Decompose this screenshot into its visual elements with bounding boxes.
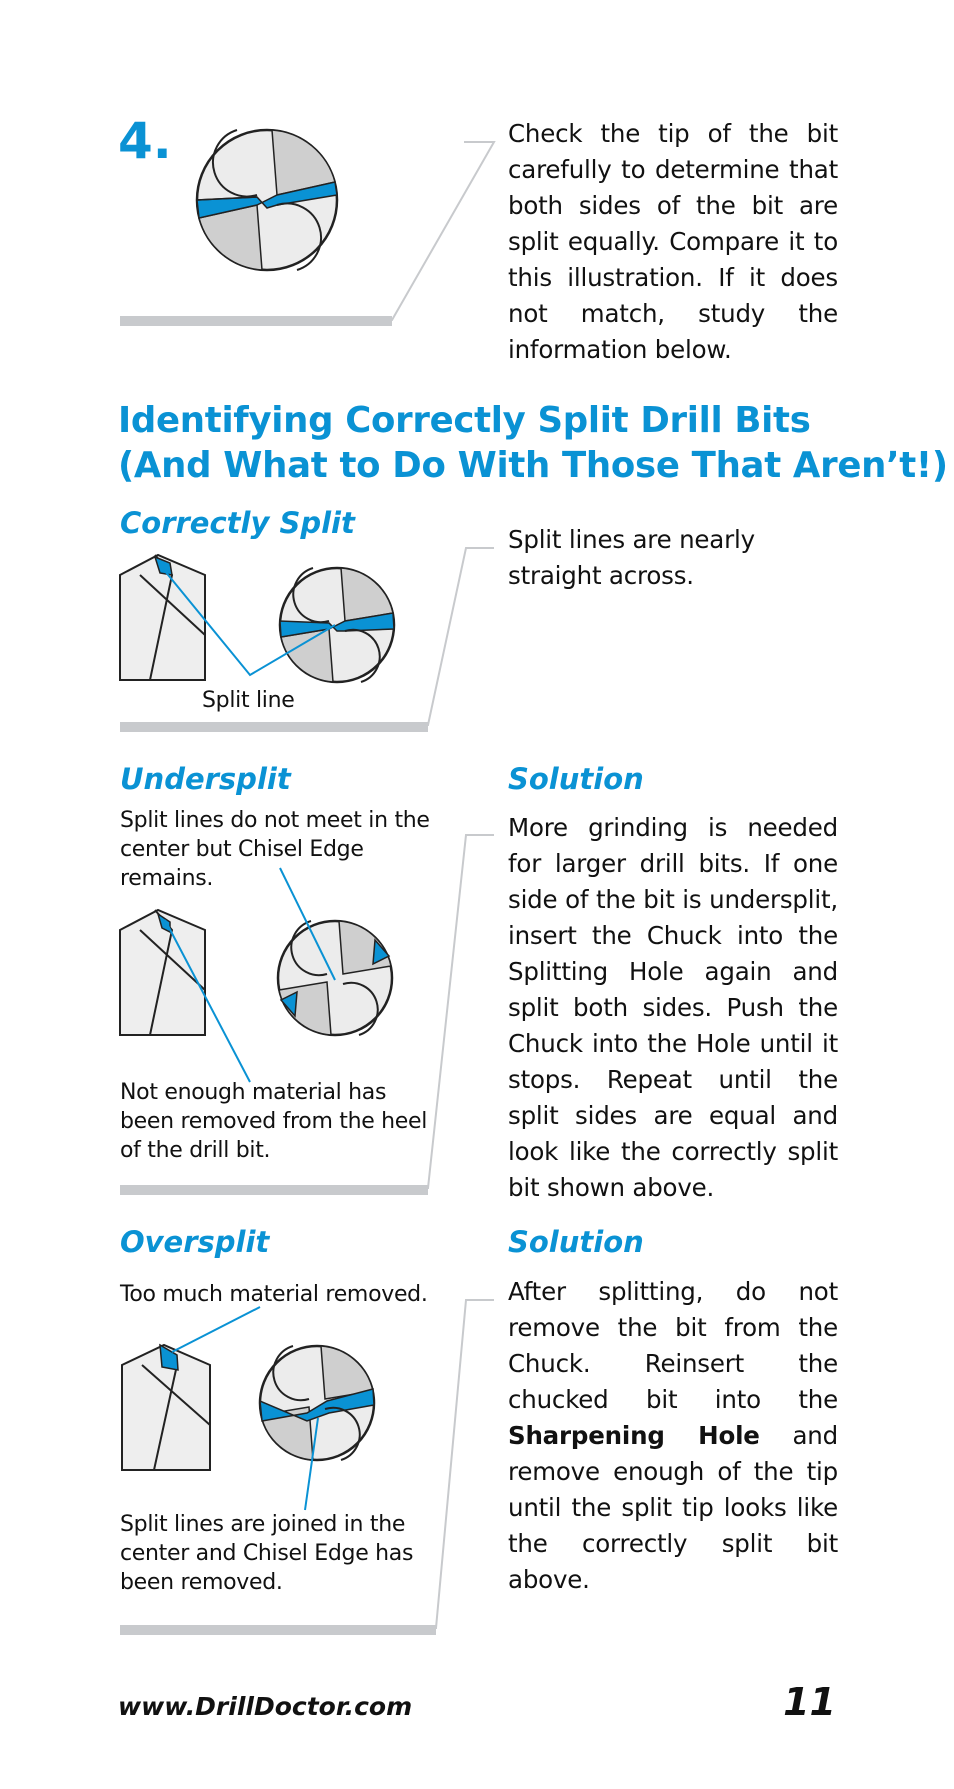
heading-line-1: Identifying Correctly Split Drill Bits [118,400,811,441]
oversplit-caption-bottom: Split lines are joined in the center and Chisel Edge has been removed. [120,1512,414,1595]
drill-tip-icon [280,568,394,682]
oversplit-solution-post: and remove enough of the tip until the split tip looks like the correctly split bit above. [508,1421,838,1594]
sharpening-hole-term: Sharpening Hole [508,1421,760,1450]
oversplit-solution-title: Solution [508,1225,644,1259]
drill-side-icon [122,1345,210,1470]
drill-side-icon [120,555,205,680]
oversplit-title: Oversplit [120,1225,270,1259]
step-number: 4. [118,112,172,170]
split-line-label: Split line [202,688,295,713]
undersplit-caption-top: Split lines do not meet in the center but Chisel Edge remains. [120,808,430,891]
page-number: 11 [783,1680,836,1724]
step-4-text: Check the tip of the bit carefully to determine that both sides of the bit are split equally. Compare it to this illustration. If it does not match, study the information below. [508,119,838,364]
undersplit-caption-bottom: Not enough material has been removed from the heel of the drill bit. [120,1080,428,1163]
drill-tip-icon [197,130,337,270]
undersplit-title: Undersplit [120,762,291,796]
oversplit-caption-top: Too much material removed. [120,1282,428,1307]
oversplit-solution-pre: After splitting, do not remove the bit from the Chuck. Reinsert the chucked bit into the [508,1277,838,1414]
section-heading [118,398,948,488]
undersplit-solution-title: Solution [508,762,644,796]
correct-split-description: Split lines are nearly straight across. [508,525,755,590]
heading-line-2: (And What to Do With Those That Aren’t!) [118,445,948,486]
footer-url: www.DrillDoctor.com [118,1692,413,1721]
oversplit-solution-text [508,1274,838,1598]
undersplit-solution-text: More grinding is needed for larger drill bits. If one side of the bit is undersplit, insert the Chuck into the Splitting Hole again and split both sides. Push the Chuck into the Hole until it stops. Repeat until the split sides are equal and look like the correctly split bit shown above. [508,813,838,1202]
drill-tip-icon [260,1346,374,1460]
correct-split-title: Correctly Split [120,506,355,540]
